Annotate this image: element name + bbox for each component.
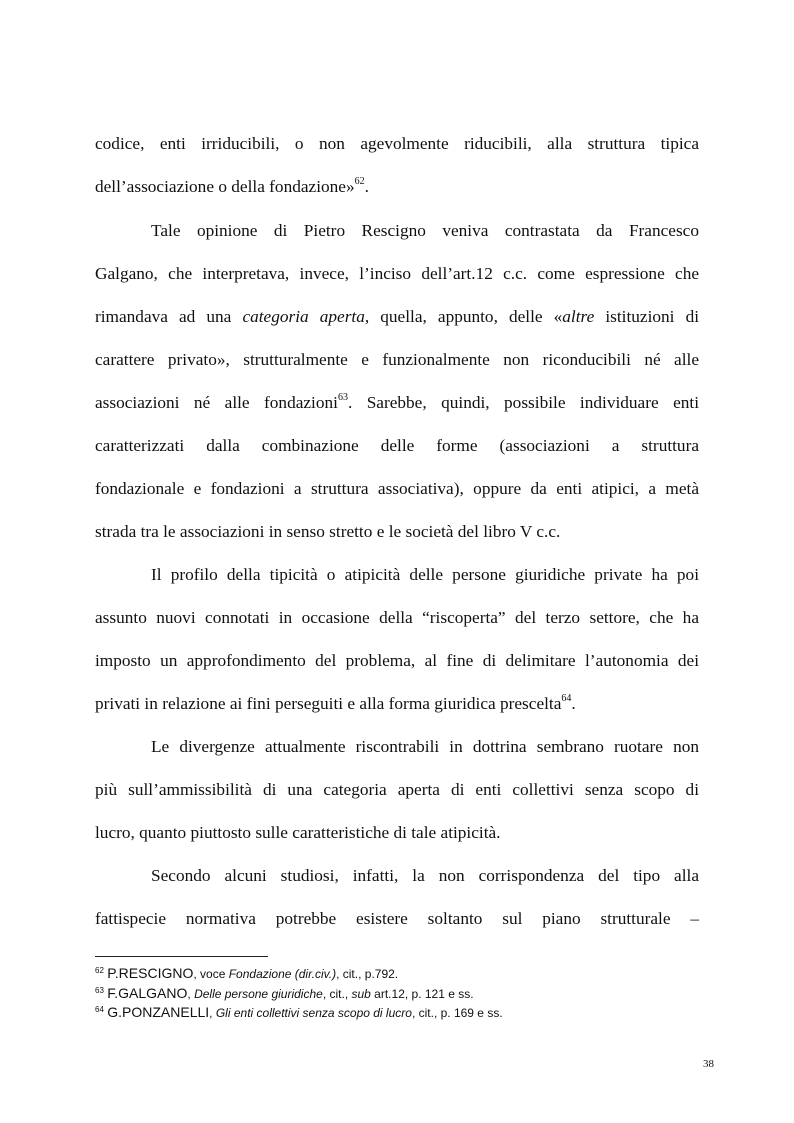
text-line: codice, enti irriducibili, o non agevolmente riducibili, alla struttura tipica: [95, 134, 699, 153]
text-line: dell’associazione o della fondazione»$^{62}$.: [95, 176, 369, 196]
footnote-ref[interactable]: 63: [337, 392, 348, 403]
text-line: privati in relazione ai fini perseguiti e alla forma giuridica prescelta$^{64}$.: [95, 693, 576, 713]
text-line: Tale opinione di Pietro Rescigno veniva contrastata da Francesco: [151, 221, 699, 240]
text-line: lucro, quanto piuttosto sulle caratteristiche di tale atipicità.: [95, 823, 501, 842]
footnote-separator: [95, 956, 268, 957]
page-number: 38: [703, 1058, 714, 1070]
text-line: Secondo alcuni studiosi, infatti, la non corrispondenza del tipo alla: [151, 866, 699, 885]
text-line: rimandava ad una categoria aperta, quella, appunto, delle «altre istituzioni di: [95, 307, 700, 326]
footnote-ref[interactable]: 64: [561, 693, 572, 704]
text-line: fondazionale e fondazioni a struttura associativa), oppure da enti atipici, a metà: [95, 479, 699, 498]
text-line: più sull’ammissibilità di una categoria aperta di enti collettivi senza scopo di: [95, 780, 699, 799]
text-line: assunto nuovi connotati in occasione della “riscoperta” del terzo settore, che ha: [95, 608, 699, 627]
text-line: associazioni né alle fondazioni$^{63}$. Sarebbe, quindi, possibile individuare enti: [95, 392, 699, 412]
footnote-64: $^{64}$ G.PONZANELLI, Gli enti collettivi senza scopo di lucro, cit., p. 169 e ss.: [95, 1004, 503, 1020]
footnote-ref[interactable]: 62: [354, 176, 365, 187]
text-line: carattere privato», strutturalmente e funzionalmente non riconducibili né alle: [95, 350, 699, 369]
text-line: caratterizzati dalla combinazione delle forme (associazioni a struttura: [95, 436, 699, 455]
text-line: strada tra le associazioni in senso stretto e le società del libro V c.c.: [95, 522, 561, 541]
text-line: imposto un approfondimento del problema, al fine di delimitare l’autonomia dei: [95, 651, 699, 670]
footnote-62: $^{62}$ P.RESCIGNO, voce Fondazione (dir.civ.), cit., p.792.: [95, 965, 399, 981]
text-line: Le divergenze attualmente riscontrabili in dottrina sembrano ruotare non: [151, 737, 699, 756]
text-line: Il profilo della tipicità o atipicità delle persone giuridiche private ha poi: [151, 565, 699, 584]
footnote-63: $^{63}$ F.GALGANO, Delle persone giuridiche, cit., sub art.12, p. 121 e ss.: [95, 985, 474, 1001]
text-line: fattispecie normativa potrebbe esistere soltanto sul piano strutturale –: [95, 909, 699, 928]
text-line: Galgano, che interpretava, invece, l’inciso dell’art.12 c.c. come espressione che: [95, 264, 699, 283]
